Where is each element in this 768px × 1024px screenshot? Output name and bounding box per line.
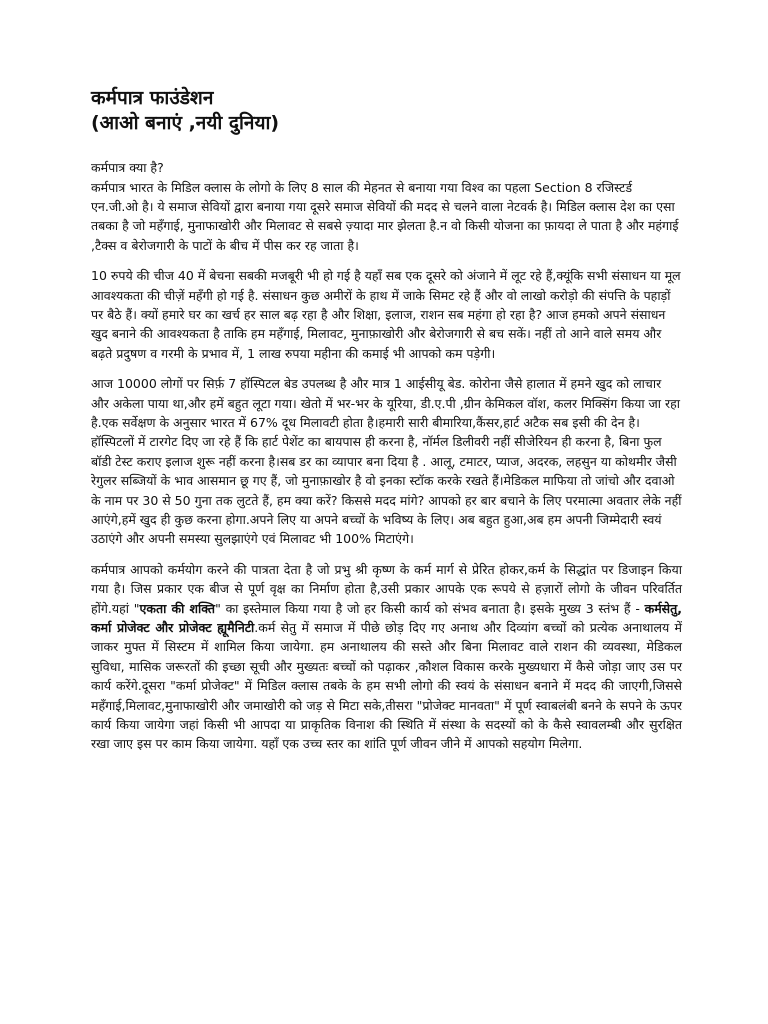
title-line-2: (आओ बनाएं ,नयी दुनिया): [91, 112, 280, 134]
paragraph-karmapatra-text-3: .कर्म सेतु में समाज में पीछे छोड़ दिए गए अनाथ और दिव्यांग बच्चों को प्रत्येक अनाथालय में जाकर मुफ्त में सिस्टम में शामिल किया जायेगा. हम अनाथालय की सस्ते और बिना मिलावट वाले राशन की व्यवस्था, मेडिकल सुविधा, मासिक जरूरतों की इच्छा सूची और मुख्यतः बच्चों को पढ़ाकर ,कौशल विकास करके मुख्यधारा में कैसे जोड़ा जाए उस पर कार्य करेंगे.दूसरा "कर्मा प्रोजेक्ट" में मिडिल क्लास तबके के हम सभी लोगो की स्वयं के संसाधन बनाने में मदद की जाएगी,जिससे महँगाई,मिलावट,मुनाफाखोरी और जमाखोरी को जड़ से मिटा सके,तीसरा "प्रोजेक्ट मानवता" में पूर्ण स्वाबलंबी बनने के सपने के ऊपर कार्य किया जायेगा जहां किसी भी आपदा या प्राकृतिक विनाश की स्थिति में संस्था के सदस्यों को के कैसे स्वावलम्बी और सुरक्षित रखा जाए इस पर काम किया जायेगा. यहाँ एक उच्च स्तर का शांति पूर्ण जीवन जीने में आपको सहयोग मिलेगा.: [91, 620, 682, 752]
title-line-1: कर्मपात्र फाउंडेशन: [91, 87, 214, 109]
paragraph-prices: 10 रुपये की चीज 40 में बेचना सबकी मजबूरी भी हो गई है यहाँ सब एक दूसरे को अंजाने में लूट रहे हैं,क्यूंकि सभी संसाधन या मूल आवश्यकता की चीज़ें महँगी हो गई है. संसाधन कुछ अमीरों के हाथ में जाके सिमट रहे हैं और वो लाखो करोड़ो की संपत्ति के पहाड़ों पर बैठे हैं। क्यों हमारे घर का खर्च हर साल बढ़ रहा है और शिक्षा, इलाज, राशन सब महंगा हो रहा है? आज हमको अपने संसाधन खुद बनाने की आवश्यकता है ताकि हम महँगाई, मिलावट, मुनाफ़ाखोरी और बेरोजगारी से बच सकें। नहीं तो आने वाले समय और बढ़ते प्रदुषण व गरमी के प्रभाव में, 1 लाख रुपया महीना की कमाई भी आपको कम पड़ेगी।: [91, 268, 681, 361]
paragraph-intro: कर्मपात्र भारत के मिडिल क्लास के लोगो के लिए 8 साल की मेहनत से बनाया गया विश्व का पहला Section 8 रजिस्टर्ड एन.जी.ओ है। ये समाज सेवियों द्वारा बनाया गया दूसरे समाज सेवियों की मदद से चलने वाला नेटवर्क है। मिडिल क्लास देश का एसा तबका है जो महँगाई, मुनाफाखोरी और मिलावट से सबसे ज़्यादा मार झेलता है.न वो किसी योजना का फ़ायदा ले पाता है और महंगाई ,टैक्स व बेरोजगारी के पाटों के बीच में पीस कर रह जाता है।: [91, 179, 679, 253]
unity-power-emphasis: एकता की शक्ति: [139, 600, 216, 616]
paragraph-karmapatra-text-2: " का इस्तेमाल किया गया है जो हर किसी कार्य को संभव बनाता है। इसके मुख्य 3 स्तंभ हैं -: [215, 600, 645, 616]
paragraph-health: आज 10000 लोगों पर सिर्फ़ 7 हॉस्पिटल बेड उपलब्ध है और मात्र 1 आईसीयू बेड. कोरोना जैसे हालात में हमने खुद को लाचार और अकेला पाया था,और हमें बहुत लूटा गया। खेतो में भर-भर के यूरिया, डी.ए.पी ,ग्रीन केमिकल वॉश, कलर मिक्सिंग किया जा रहा है.एक सर्वेक्षण के अनुसार भारत में 67% दूध मिलावटी होता है।हमारी सारी बीमारिया,कैंसर,हार्ट अटैक सब इसी की देन है। हॉस्पिटलों में टारगेट दिए जा रहे हैं कि हार्ट पेशेंट का बायपास ही करना है, नॉर्मल डिलीवरी नहीं सीजेरियन ही करना है, बिना फुल बॉडी टेस्ट कराए इलाज शुरू नहीं करना है।सब डर का व्यापार बना दिया है . आलू, टमाटर, प्याज, अदरक, लहसुन या कोथमीर जैसी रेगुलर सब्जियों के भाव आसमान छू गए हैं, जो मुनाफ़ाखोर है वो इनका स्टॉक करके रखते हैं।मेडिकल माफिया तो जांचो और दवाओ के नाम पर 30 से 50 गुना तक लुटते हैं, हम क्या करें? किससे मदद मांगे? आपको हर बार बचाने के लिए परमात्मा अवतार लेके नहीं आएंगे,हमें खुद ही कुछ करना होगा.अपने लिए या अपने बच्चों के भविष्य के लिए। अब बहुत हुआ,अब हम अपनी जिम्मेदारी स्वयं उठाएंगे और अपनी समस्या सुलझाएंगे एवं मिलावट भी 100% मिटाएंगे।: [91, 376, 682, 547]
document-title: [91, 86, 682, 136]
paragraph-karmapatra-text-1: कर्मपात्र आपको कर्मयोग करने की पात्रता देता है जो प्रभु श्री कृष्ण के कर्म मार्ग से प्रेरित होकर,कर्म के सिद्धांत पर डिजाइन किया गया है। जिस प्रकार एक बीज से पूर्ण वृक्ष का निर्माण होता है,उसी प्रकार आपके एक रूपये से हज़ारों लोगो के जीवन परिवर्तित होंगे.यहां ": [91, 561, 682, 616]
section-heading: कर्मपात्र क्या है?: [91, 160, 164, 175]
three-pillars-emphasis: कर्मसेतु, कर्मा प्रोजेक्ट और प्रोजेक्ट ह्यूमैनिटी: [91, 600, 682, 636]
paragraph-karmapatra: [91, 560, 682, 754]
